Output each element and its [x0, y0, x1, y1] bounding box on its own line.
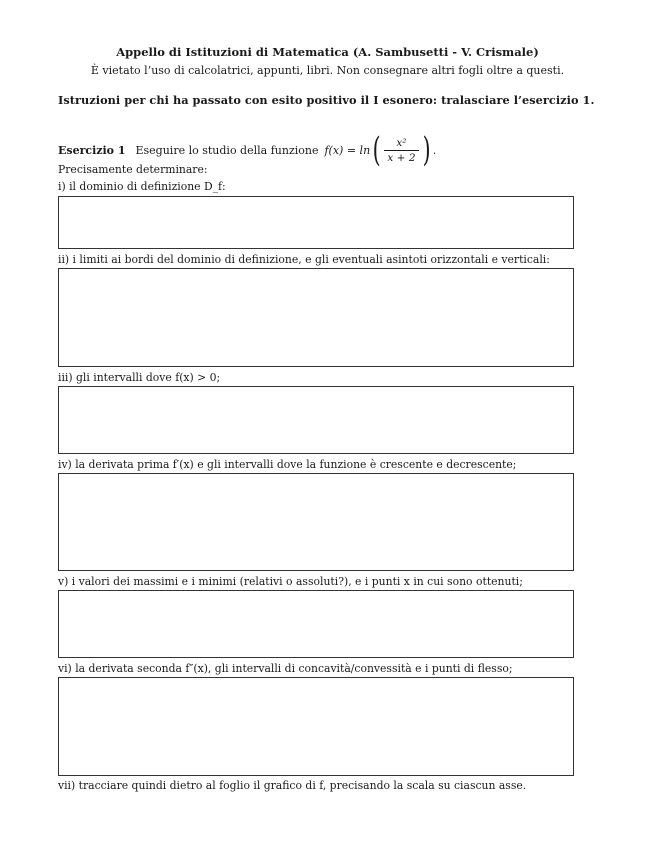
function-formula [324, 130, 437, 170]
left-paren: ( [372, 130, 381, 170]
item-4-label: iv) la derivata prima f′(x) e gli intervalli dove la funzione è crescente e decrescente; [58, 458, 517, 471]
item-3-label: iii) gli intervalli dove f(x) > 0; [58, 371, 221, 384]
right-paren: ) [422, 130, 431, 170]
answer-box-5[interactable] [58, 590, 574, 658]
precisely-label: Precisamente determinare: [58, 163, 208, 176]
answer-box-6[interactable] [58, 677, 574, 776]
fraction-denominator: x + 2 [384, 150, 418, 164]
answer-box-4[interactable] [58, 473, 574, 571]
fraction-numerator: x² [396, 136, 407, 149]
exam-rules: È vietato l’uso di calcolatrici, appunti, libri. Non consegnare altri fogli oltre a questi. [90, 64, 565, 77]
item-1-label: i) il dominio di definizione D_f: [58, 180, 226, 193]
answer-box-2[interactable] [58, 268, 574, 367]
item-5-label: v) i valori dei massimi e i minimi (relativi o assoluti?), e i punti x in cui sono ottenuti; [58, 575, 523, 588]
exercise-label: Esercizio 1 [58, 143, 126, 157]
item-2-label: ii) i limiti ai bordi del dominio di definizione, e gli eventuali asintoti orizzontali e verticali: [58, 253, 550, 266]
function-lhs: f(x) = ln [324, 143, 371, 157]
exercise-text: Eseguire lo studio della funzione [135, 143, 319, 157]
instructions: Istruzioni per chi ha passato con esito positivo il I esonero: tralasciare l’esercizio 1. [58, 93, 595, 107]
exam-title: Appello di Istituzioni di Matematica (A. Sambusetti - V. Crismale) [116, 45, 539, 59]
function-end: . [432, 143, 437, 157]
answer-box-3[interactable] [58, 386, 574, 454]
fraction [384, 137, 418, 164]
item-7-label: vii) tracciare quindi dietro al foglio il grafico di f, precisando la scala su ciascun asse. [58, 779, 527, 792]
item-6-label: vi) la derivata seconda f″(x), gli intervalli di concavità/convessità e i punti di flesso; [58, 662, 513, 675]
answer-box-1[interactable] [58, 196, 574, 249]
